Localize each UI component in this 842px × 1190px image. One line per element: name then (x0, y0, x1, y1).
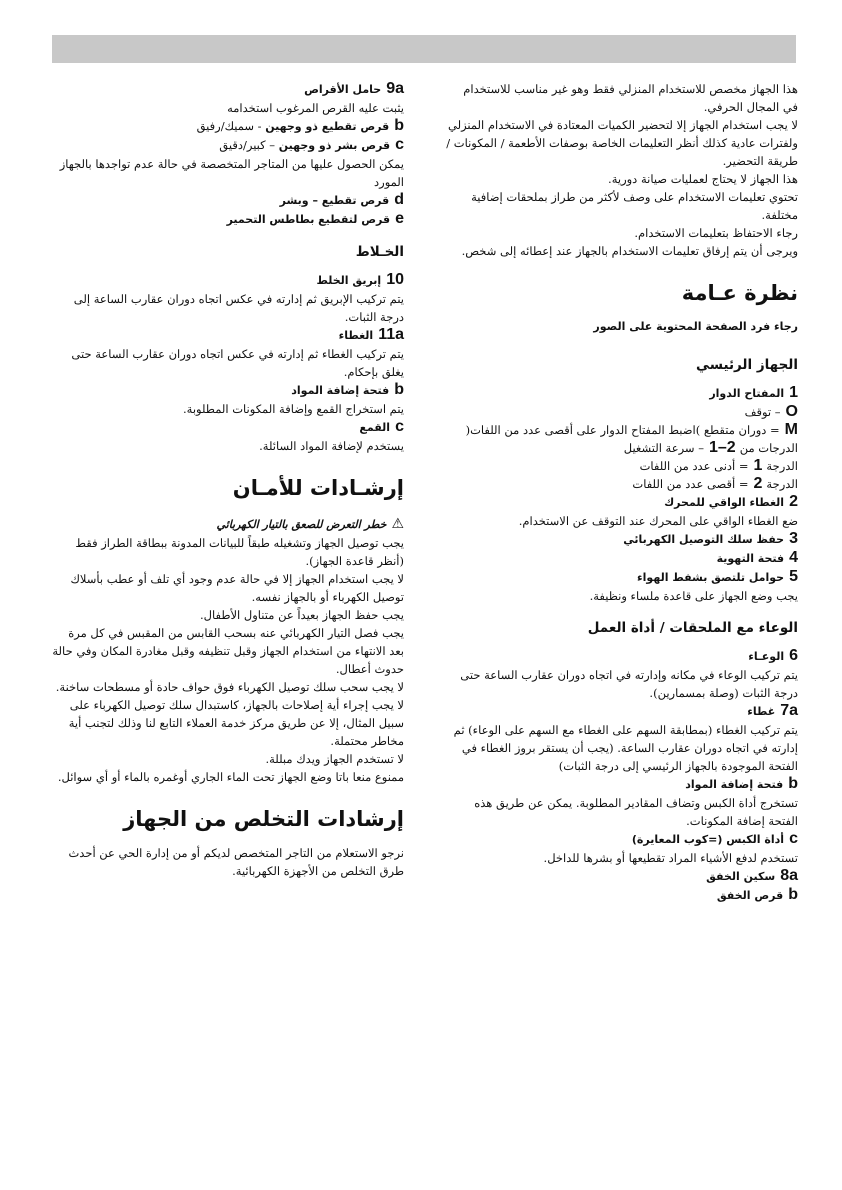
section-heading: إرشادات التخلص من الجهاز (123, 807, 404, 831)
part-item (52, 381, 404, 400)
part-name: الوعـاء (748, 650, 785, 663)
part-label: d (394, 191, 404, 208)
part-label: O (785, 403, 798, 420)
section-heading: إرشـادات للأمـان (232, 476, 404, 500)
paragraph: تحتوي تعليمات الاستخدام على وصف لأكثر من طراز بملحقات إضافية مختلفة. (471, 190, 798, 222)
part-name: قرص تقطيع ذو وجهين (265, 120, 390, 133)
part-item (446, 403, 798, 421)
part-name: = أدنى عدد من اللفات (639, 459, 749, 473)
part-name: – سرعة التشغيل (623, 441, 704, 455)
part-item (446, 647, 798, 666)
part-label: c (395, 136, 404, 153)
part-item (446, 439, 798, 457)
part-item (52, 117, 404, 136)
part-item (52, 191, 404, 210)
paragraph: ممنوع منعا باتا وضع الجهاز تحت الماء الجاري أوغمره بالماء أو أي سوائل. (57, 770, 404, 784)
part-item (446, 421, 798, 439)
part-label: 1 (753, 457, 763, 474)
part-name: إبريق الخلط (316, 274, 382, 287)
part-item (446, 568, 798, 587)
paragraph: ضع الغطاء الواقي على المحرك عند التوقف عن الاستخدام. (518, 514, 798, 528)
part-detail: – كبير/دقيق (219, 138, 279, 152)
paragraph: يجب وضع الجهاز على قاعدة ملساء ونظيفة. (589, 589, 798, 603)
part-label: 1 (789, 384, 798, 401)
part-item (446, 867, 798, 886)
part-label: b (788, 886, 798, 903)
part-label: 2 (789, 493, 798, 510)
part-name: سكين الخفق (706, 870, 776, 883)
paragraph: رجاء الاحتفاظ بتعليمات الاستخدام. (634, 226, 798, 240)
part-name: المفتاح الدوار (709, 387, 785, 400)
part-label: b (788, 775, 798, 792)
part-item (446, 775, 798, 794)
part-label: 9a (386, 80, 404, 97)
section-note: رجاء فرد الصفحة المحتوية على الصور (593, 320, 798, 333)
part-item (446, 702, 798, 721)
part-label: M (784, 421, 798, 438)
part-item (52, 80, 404, 99)
part-item (52, 271, 404, 290)
warning-triangle-icon: ⚠ (391, 516, 404, 532)
part-name: قرص تقطيع – وبشر (279, 194, 390, 207)
part-label: e (395, 210, 404, 227)
part-item (446, 886, 798, 905)
paragraph: يتم تركيب الوعاء في مكانه وإدارته في اتجاه دوران عقارب الساعة حتى درجة الثبات (وصلة بمسمارين). (460, 668, 798, 700)
paragraph: يتم تركيب الغطاء (بمطابقة السهم على الغطاء مع السهم على الوعاء) ثم إدارته في اتجاه دوران عقارب الساعة. (يجب أن يستقر بروز الغطاء في الفتحة الموجودة بالجهاز الرئيسي إلى درجة الثبات) (453, 723, 798, 773)
part-label: c (395, 418, 404, 435)
paragraph: هذا الجهاز مخصص للاستخدام المنزلي فقط وهو غير مناسب للاستخدام في المجال الحرفي. (463, 82, 798, 114)
part-name: حوامل تلتصق بشفط الهواء (637, 571, 785, 584)
part-label: 5 (789, 568, 798, 585)
part-item (52, 418, 404, 437)
subsection-heading: الجهاز الرئيسي (696, 357, 798, 373)
section-heading: نظرة عـامة (681, 281, 798, 305)
part-item (446, 457, 798, 475)
paragraph: هذا الجهاز لا يحتاج لعمليات صيانة دورية. (608, 172, 798, 186)
part-item (446, 475, 798, 493)
part-label: c (789, 830, 798, 847)
paragraph: يتم تركيب الإبريق ثم إدارته في عكس اتجاه دوران عقارب الساعة إلى درجة الثبات. (73, 292, 404, 324)
part-name: القمع (359, 421, 391, 434)
part-label: b (394, 381, 404, 398)
paragraph: يستخدم لإضافة المواد السائلة. (259, 439, 404, 453)
part-name: حامل الأقراص (304, 83, 382, 96)
paragraph: يجب فصل التيار الكهربائي عنه بسحب القابس من المقبس في كل مرة بعد الانتهاء من استخدام الجهاز وقبل تنظيفه وقبل مغادرة المكان وفي حالة حدوث أعطال. (52, 626, 404, 676)
part-item (52, 326, 404, 345)
part-name: قرص لتقطيع بطاطس التحمير (226, 213, 391, 226)
part-name: قرص بشر ذو وجهين (278, 139, 391, 152)
part-name: غطاء (747, 705, 776, 718)
part-item (446, 530, 798, 549)
part-name: قرص الخفق (716, 889, 784, 902)
paragraph: لا يجب إجراء أية إصلاحات بالجهاز، كاستبدال سلك توصيل الكهرباء على سبيل المثال، إلا عن طريق مركز خدمة العملاء التابع لنا وذلك لتجنب أية مخاطر محتملة. (68, 698, 404, 748)
page-header-bar (52, 35, 796, 63)
part-item (446, 493, 798, 512)
part-detail: - سميك/رفيق (196, 119, 266, 133)
paragraph: لا يجب استخدام الجهاز إلا في حالة عدم وجود أي تلف أو عطب بأسلاك توصيل الكهرباء أو بالجهاز نفسه. (70, 572, 404, 604)
part-name: = أقصى عدد من اللفات (632, 477, 749, 491)
left-column (52, 80, 404, 880)
part-label: 1–2 (708, 439, 736, 456)
right-column (446, 80, 798, 905)
paragraph: لا يجب سحب سلك توصيل الكهرباء فوق حواف حادة أو مسطحات ساخنة. (55, 680, 404, 694)
paragraph: يجب حفظ الجهاز بعيداً عن متناول الأطفال. (200, 608, 404, 622)
part-label: b (394, 117, 404, 134)
part-label: 6 (789, 647, 798, 664)
paragraph: يثبت عليه القرص المرغوب استخدامه (227, 101, 404, 115)
paragraph: نرجو الاستعلام من التاجر المتخصص لديكم أو من إدارة الحي عن أحدث طرق التخلص من الأجهزة الكهربائية. (68, 846, 404, 878)
part-name: فتحة إضافة المواد (685, 778, 784, 791)
part-prefix: الدرجة (766, 477, 798, 491)
subsection-heading: الوعاء مع الملحقات / أداة العمل (587, 620, 798, 636)
part-label: 7a (780, 702, 798, 719)
paragraph: ويرجى أن يتم إرفاق تعليمات الاستخدام بالجهاز عند إعطائه إلى شخص. (461, 244, 798, 258)
paragraph: يتم تركيب الغطاء ثم إدارته في عكس اتجاه دوران عقارب الساعة حتى يغلق بإحكام. (71, 347, 404, 379)
warning-heading (52, 515, 404, 534)
part-label: 8a (780, 867, 798, 884)
paragraph: تستخرج أداة الكبس وتضاف المقادير المطلوبة. يمكن عن طريق هذه الفتحة إضافة المكونات. (474, 796, 798, 828)
paragraph: لا تستخدم الجهاز ويدك مبللة. (265, 752, 404, 766)
part-label: 11a (378, 326, 404, 343)
part-item (52, 210, 404, 229)
paragraph: يتم استخراج القمع وإضافة المكونات المطلوبة. (183, 402, 404, 416)
part-name: حفظ سلك التوصيل الكهربائي (623, 533, 785, 546)
paragraph: تستخدم لدفع الأشياء المراد تقطيعها أو بشرها للداخل. (543, 851, 798, 865)
part-name: الغطاء الواقي للمحرك (664, 496, 785, 509)
part-name: فتحة التهوية (716, 552, 785, 565)
warning-text: خطر التعرض للصعق بالتيار الكهربائي (216, 518, 387, 531)
part-item (446, 549, 798, 568)
part-prefix: الدرجات من (739, 441, 798, 455)
part-name: الغطاء (338, 329, 374, 342)
part-name: = دوران متقطع )اضبط المفتاح الدوار على أقصى عدد من اللفات( (465, 423, 780, 437)
part-label: 10 (386, 271, 404, 288)
subsection-heading: الخـلاط (355, 244, 404, 260)
paragraph: يجب توصيل الجهاز وتشغيله طبقاً للبيانات المدونة ببطاقة الطراز فقط (أنظر قاعدة الجهاز). (75, 536, 404, 568)
part-item (446, 384, 798, 403)
paragraph: لا يجب استخدام الجهاز إلا لتحضير الكميات المعتادة في الاستخدام المنزلي ولفترات عادية كذلك أنظر التعليمات الخاصة بوصفات الأطعمة / المكونات / طريقة التحضير. (446, 118, 798, 168)
part-label: 2 (753, 475, 763, 492)
paragraph: يمكن الحصول عليها من المتاجر المتخصصة في حالة عدم تواجدها بالجهاز المورد (59, 157, 404, 189)
part-label: 4 (789, 549, 798, 566)
part-item (446, 830, 798, 849)
part-label: 3 (789, 530, 798, 547)
part-name: – توقف (744, 405, 781, 419)
part-name: فتحة إضافة المواد (291, 384, 390, 397)
part-item (52, 136, 404, 155)
part-prefix: الدرجة (766, 459, 798, 473)
part-name: أداة الكبس (=كوب المعايرة) (631, 833, 785, 846)
